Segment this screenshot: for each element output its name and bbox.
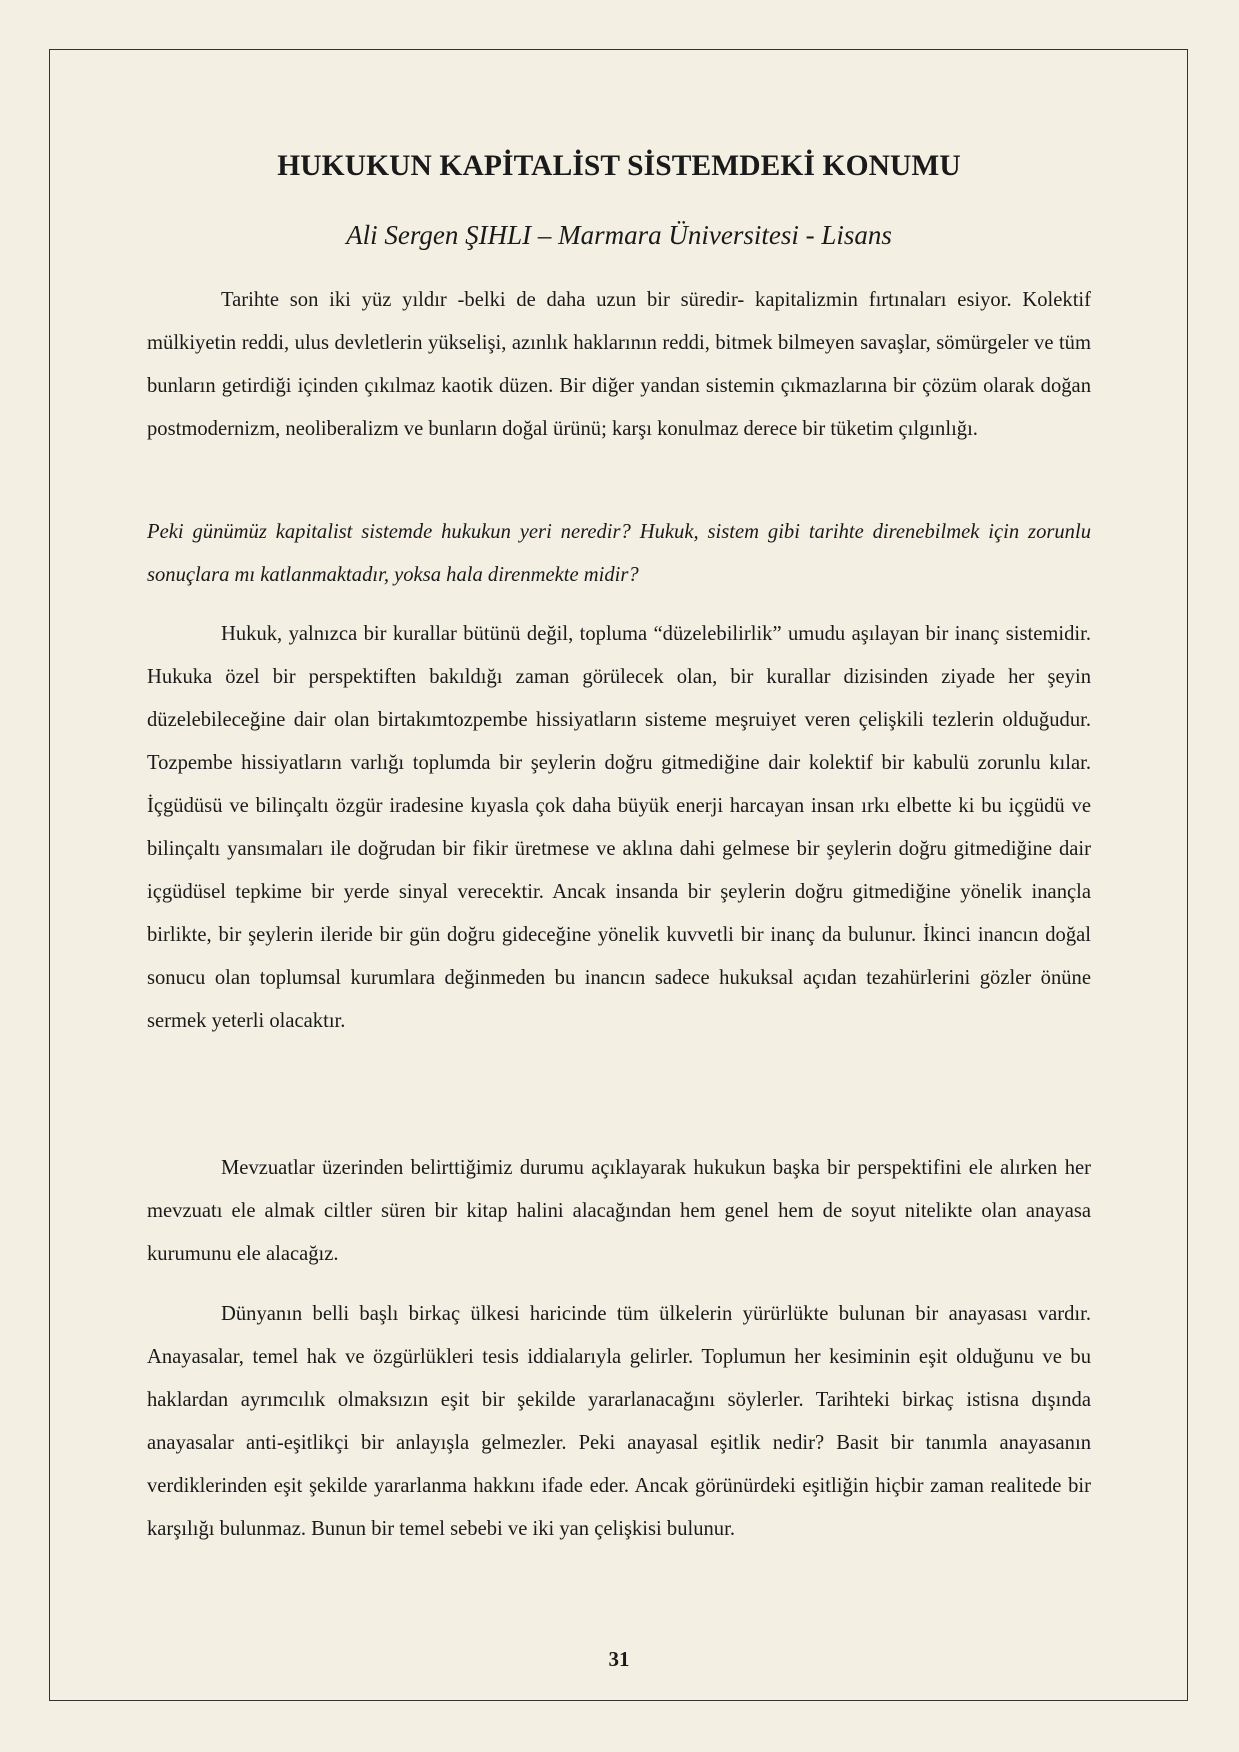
paragraph-law-belief: Hukuk, yalnızca bir kurallar bütünü değil, topluma “düzelebilirlik” umudu aşılayan bir inanç sistemidir. Hukuka özel bir perspektiften bakıldığı zaman görülecek olan, bir kurallar dizisinden ziyade her şeyin düzelebileceğine dair olan birtakımtozpembe hissiyatların sisteme meşruiyet veren çelişkili tezlerin olduğudur. Tozpembe hissiyatların varlığı toplumda bir şeylerin doğru gitmediğine dair kolektif bir kabulü zorunlu kılar. İçgüdüsü ve bilinçaltı özgür iradesine kıyasla çok daha büyük enerji harcayan insan ırkı elbette ki bu içgüdü ve bilinçaltı yansımaları ile doğrudan bir fikir üretmese ve aklına dahi gelmese bir şeylerin doğru gitmediğine dair içgüdüsel tepkime bir yerde sinyal verecektir. Ancak insanda bir şeylerin doğru gitmediğine yönelik inançla birlikte, bir şeylerin ileride bir gün doğru gideceğine yönelik kuvvetli bir inanç da bulunur. İkinci inancın doğal sonucu olan toplumsal kurumlara değinmeden bu inancın sadece hukuksal açıdan tezahürlerini gözler önüne sermek yeterli olacaktır. xyxy=(147,623,1091,1032)
paragraph-intro: Tarihte son iki yüz yıldır -belki de daha uzun bir süredir- kapitalizmin fırtınaları esiyor. Kolektif mülkiyetin reddi, ulus devletlerin yükselişi, azınlık haklarının reddi, bitmek bilmeyen savaşlar, sömürgeler ve tüm bunların getirdiği içinden çıkılmaz kaotik düzen. Bir diğer yandan sistemin çıkmazlarına bir çözüm olarak doğan postmodernizm, neoliberalizm ve bunların doğal ürünü; karşı konulmaz derece bir tüketim çılgınlığı. xyxy=(147,289,1091,440)
paragraph-constitution: Dünyanın belli başlı birkaç ülkesi haricinde tüm ülkelerin yürürlükte bulunan bir anayasası vardır. Anayasalar, temel hak ve özgürlükleri tesis iddialarıyla gelirler. Toplumun her kesiminin eşit olduğunu ve bu haklardan ayrımcılık olmaksızın eşit bir şekilde yararlanacağını söylerler. Tarihteki birkaç istisna dışında anayasalar anti-eşitlikçi bir anlayışla gelmezler. Peki anayasal eşitlik nedir? Basit bir tanımla anayasanın verdiklerinden eşit şekilde yararlanma hakkını ifade eder. Ancak görünürdeki eşitliğin hiçbir zaman realitede bir karşılığı bulunmaz. Bunun bir temel sebebi ve iki yan çelişkisi bulunur. xyxy=(147,1303,1091,1540)
paragraph-question: Peki günümüz kapitalist sistemde hukukun yeri neredir? Hukuk, sistem gibi tarihte direnebilmek için zorunlu sonuçlara mı katlanmaktadır, yoksa hala direnmekte midir? xyxy=(147,521,1091,586)
paragraph-legislation: Mevzuatlar üzerinden belirttiğimiz durumu açıklayarak hukukun başka bir perspektifini ele alırken her mevzuatı ele almak ciltler süren bir kitap halini alacağından hem genel hem de soyut nitelikte olan anayasa kurumunu ele alacağız. xyxy=(147,1157,1091,1265)
page-number: 31 xyxy=(608,1647,630,1671)
article-author: Ali Sergen ŞIHLI – Marmara Üniversitesi - Lisans xyxy=(346,220,892,250)
article-title: HUKUKUN KAPİTALİST SİSTEMDEKİ KONUMU xyxy=(277,150,961,182)
